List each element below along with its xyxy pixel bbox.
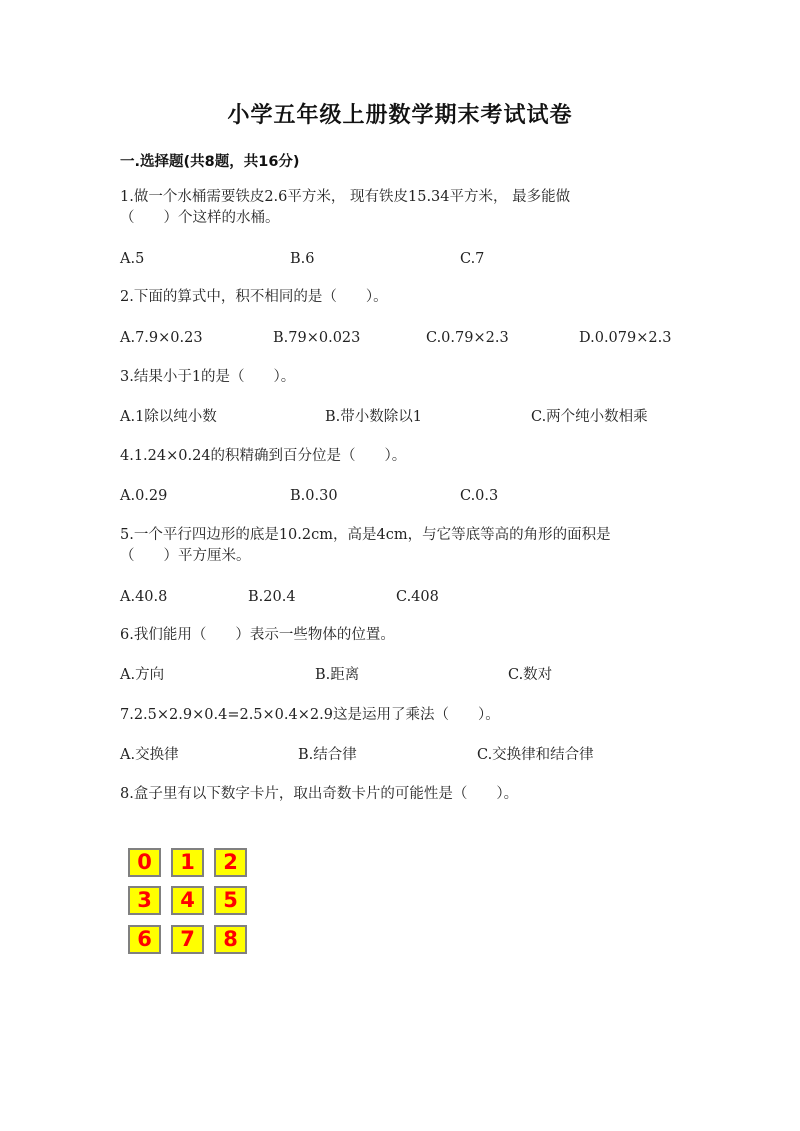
number-card-6: 6 [128, 925, 161, 954]
question-5-option-c[interactable]: C.408 [396, 589, 439, 605]
page-title: 小学五年级上册数学期末考试试卷 [227, 103, 573, 128]
question-1-option-a[interactable]: A.5 [120, 251, 145, 267]
question-6-text: 6.我们能用（ ）表示一些物体的位置。 [120, 627, 395, 643]
question-8-text: 8.盒子里有以下数字卡片，取出奇数卡片的可能性是（ ）。 [120, 786, 519, 802]
question-1-option-b[interactable]: B.6 [290, 251, 315, 267]
number-card-3: 3 [128, 886, 161, 915]
question-7-option-b[interactable]: B.结合律 [298, 747, 357, 763]
question-1-text-line-1: 1.做一个水桶需要铁皮2.6平方米， 现有铁皮15.34平方米， 最多能做 [120, 189, 571, 205]
section-heading: 一.选择题(共8题，共16分) [120, 154, 300, 170]
question-3-option-c[interactable]: C.两个纯小数相乘 [531, 409, 648, 425]
question-3-text: 3.结果小于1的是（ ）。 [120, 369, 296, 385]
question-4-text: 4.1.24×0.24的积精确到百分位是（ ）。 [120, 448, 407, 464]
question-4-option-a[interactable]: A.0.29 [120, 488, 168, 504]
question-5-text-line-1: 5.一个平行四边形的底是10.2cm，高是4cm，与它等底等高的角形的面积是 [120, 527, 611, 543]
question-2-option-a[interactable]: A.7.9×0.23 [120, 330, 203, 346]
question-3-option-a[interactable]: A.1除以纯小数 [120, 409, 217, 425]
question-3-option-b[interactable]: B.带小数除以1 [325, 409, 422, 425]
question-2-option-b[interactable]: B.79×0.023 [273, 330, 361, 346]
question-2-option-c[interactable]: C.0.79×2.3 [426, 330, 509, 346]
question-5-option-a[interactable]: A.40.8 [120, 589, 168, 605]
number-card-0: 0 [128, 848, 161, 877]
question-4-option-b[interactable]: B.0.30 [290, 488, 338, 504]
question-6-option-b[interactable]: B.距离 [315, 667, 360, 683]
question-5-option-b[interactable]: B.20.4 [248, 589, 296, 605]
question-1-text-line-2: （ ）个这样的水桶。 [120, 210, 280, 226]
question-7-option-a[interactable]: A.交换律 [120, 747, 179, 763]
question-5-text-line-2: （ ）平方厘米。 [120, 548, 251, 564]
number-card-1: 1 [171, 848, 204, 877]
number-card-8: 8 [214, 925, 247, 954]
question-7-option-c[interactable]: C.交换律和结合律 [477, 747, 594, 763]
number-card-5: 5 [214, 886, 247, 915]
question-7-text: 7.2.5×2.9×0.4=2.5×0.4×2.9这是运用了乘法（ ）。 [120, 707, 500, 723]
number-card-2: 2 [214, 848, 247, 877]
question-4-option-c[interactable]: C.0.3 [460, 488, 499, 504]
number-cards-grid [128, 848, 252, 958]
question-1-option-c[interactable]: C.7 [460, 251, 485, 267]
question-6-option-a[interactable]: A.方向 [120, 667, 165, 683]
number-card-4: 4 [171, 886, 204, 915]
question-2-text: 2.下面的算式中，积不相同的是（ ）。 [120, 289, 388, 305]
number-card-7: 7 [171, 925, 204, 954]
question-6-option-c[interactable]: C.数对 [508, 667, 553, 683]
question-2-option-d[interactable]: D.0.079×2.3 [579, 330, 672, 346]
